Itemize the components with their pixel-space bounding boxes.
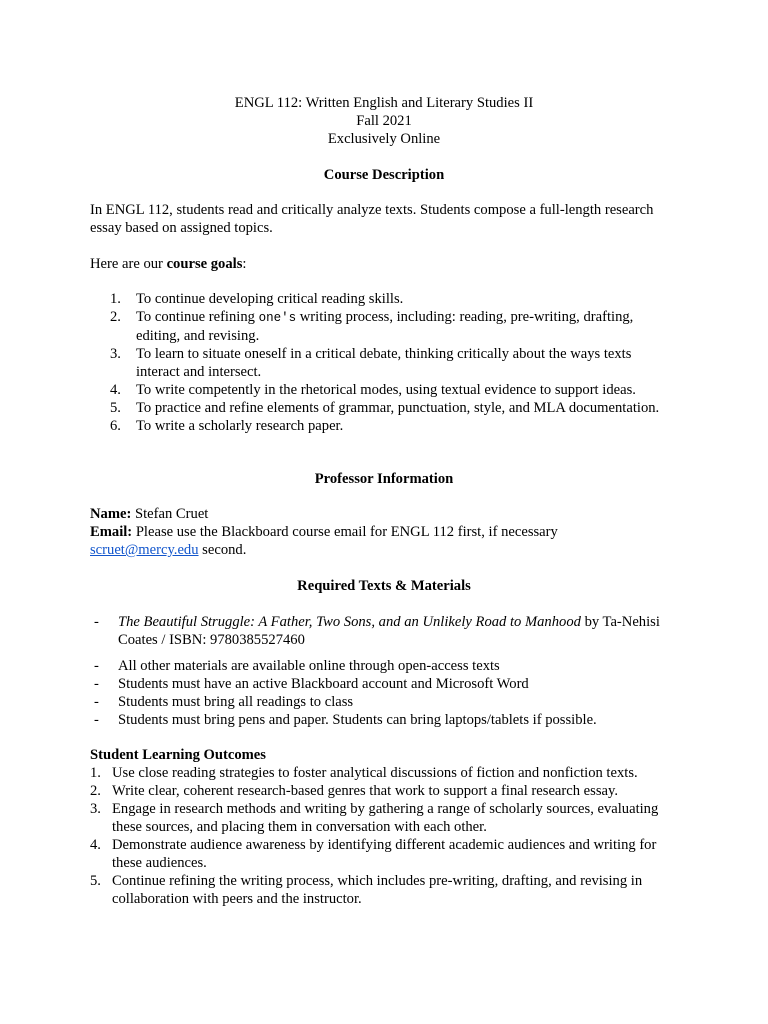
list-text-mono: one's [258,311,297,325]
dash-bullet: - [94,658,99,674]
syllabus-page [90,94,678,908]
list-item [90,417,678,435]
dash-bullet: - [94,712,99,728]
goals-intro-bold: course goals [166,256,243,272]
list-item [90,657,678,675]
course-description-heading: Course Description [323,167,445,183]
goals-intro-prefix: Here are our [90,256,167,272]
materials-list [90,657,678,729]
email-label: Email: [90,524,133,540]
list-item [90,836,678,872]
dash-bullet: - [94,676,99,692]
list-text: Continue refining the writing process, which includes pre-writing, drafting, and revising in collaboration with peers and the instructor. [112,873,643,907]
list-text: Students must bring pens and paper. Students can bring laptops/tablets if possible. [118,712,597,728]
dash-bullet: - [94,694,99,710]
course-term: Fall 2021 [356,113,412,129]
list-number: 5. [90,873,101,889]
course-modality: Exclusively Online [327,131,441,147]
professor-heading: Professor Information [314,471,454,487]
professor-email-line2 [90,541,678,559]
list-item [90,613,678,649]
list-text: All other materials are available online through open-access texts [118,658,500,674]
list-number: 2. [90,783,101,799]
list-item [90,290,678,308]
list-text: Demonstrate audience awareness by identifying different academic audiences and writing for these audiences. [112,837,657,871]
name-value: Stefan Cruet [131,506,209,522]
list-number: 4. [110,382,121,398]
list-text: To continue developing critical reading skills. [136,291,404,307]
course-goals-list [90,290,678,435]
book-title: The Beautiful Struggle: A Father, Two Sons, and an Unlikely Road to Manhood [118,614,581,630]
list-text: To practice and refine elements of grammar, punctuation, style, and MLA documentation. [136,400,660,416]
list-item [90,399,678,417]
book-author-isbn: by Ta-Nehisi Coates / ISBN: 9780385527460 [118,614,660,648]
list-item [90,764,678,782]
list-item [90,711,678,729]
professor-email [90,523,678,541]
outcomes-heading: Student Learning Outcomes [90,747,266,763]
list-number: 6. [110,418,121,434]
goals-intro-suffix: : [242,256,247,272]
course-title: ENGL 112: Written English and Literary Studies II [234,95,534,111]
list-item [90,782,678,800]
dash-bullet: - [94,614,99,630]
materials-book-list [90,613,678,649]
list-text: Engage in research methods and writing by gathering a range of scholarly sources, evaluating these sources, and placing them in conversation with each other. [112,801,659,835]
list-item [90,800,678,836]
list-text: Use close reading strategies to foster analytical discussions of fiction and nonfiction texts. [112,765,638,781]
list-item [90,675,678,693]
email-text: Please use the Blackboard course email for ENGL 112 first, if necessary [132,524,558,540]
list-text: To continue refining [136,309,259,325]
list-text: Students must have an active Blackboard account and Microsoft Word [118,676,529,692]
list-item [90,872,678,908]
list-number: 5. [110,400,121,416]
list-text: To learn to situate oneself in a critical debate, thinking critically about the ways texts interact and intersect. [136,346,632,380]
materials-heading: Required Texts & Materials [297,578,471,594]
course-header [90,94,678,148]
professor-name [90,505,678,523]
list-item [90,345,678,381]
email-link[interactable]: scruet@mercy.edu [90,542,199,558]
list-number: 1. [90,765,101,781]
list-number: 3. [90,801,101,817]
list-text: writing process, including: reading, pre-writing, drafting, editing, and revising. [136,309,634,344]
list-number: 1. [110,291,121,307]
list-item [90,693,678,711]
list-text: To write a scholarly research paper. [136,418,344,434]
list-number: 2. [110,309,121,325]
goals-intro [90,255,678,273]
list-number: 4. [90,837,101,853]
list-number: 3. [110,346,121,362]
list-text: To write competently in the rhetorical modes, using textual evidence to support ideas. [136,382,636,398]
course-description-body: In ENGL 112, students read and critically analyze texts. Students compose a full-length research essay based on assigned topics. [90,202,654,236]
list-text: Write clear, coherent research-based genres that work to support a final research essay. [112,783,618,799]
list-text: Students must bring all readings to class [118,694,354,710]
name-label: Name: [90,506,132,522]
list-item [90,308,678,345]
outcomes-list [90,764,678,908]
email-suffix: second. [198,542,247,558]
list-item [90,381,678,399]
